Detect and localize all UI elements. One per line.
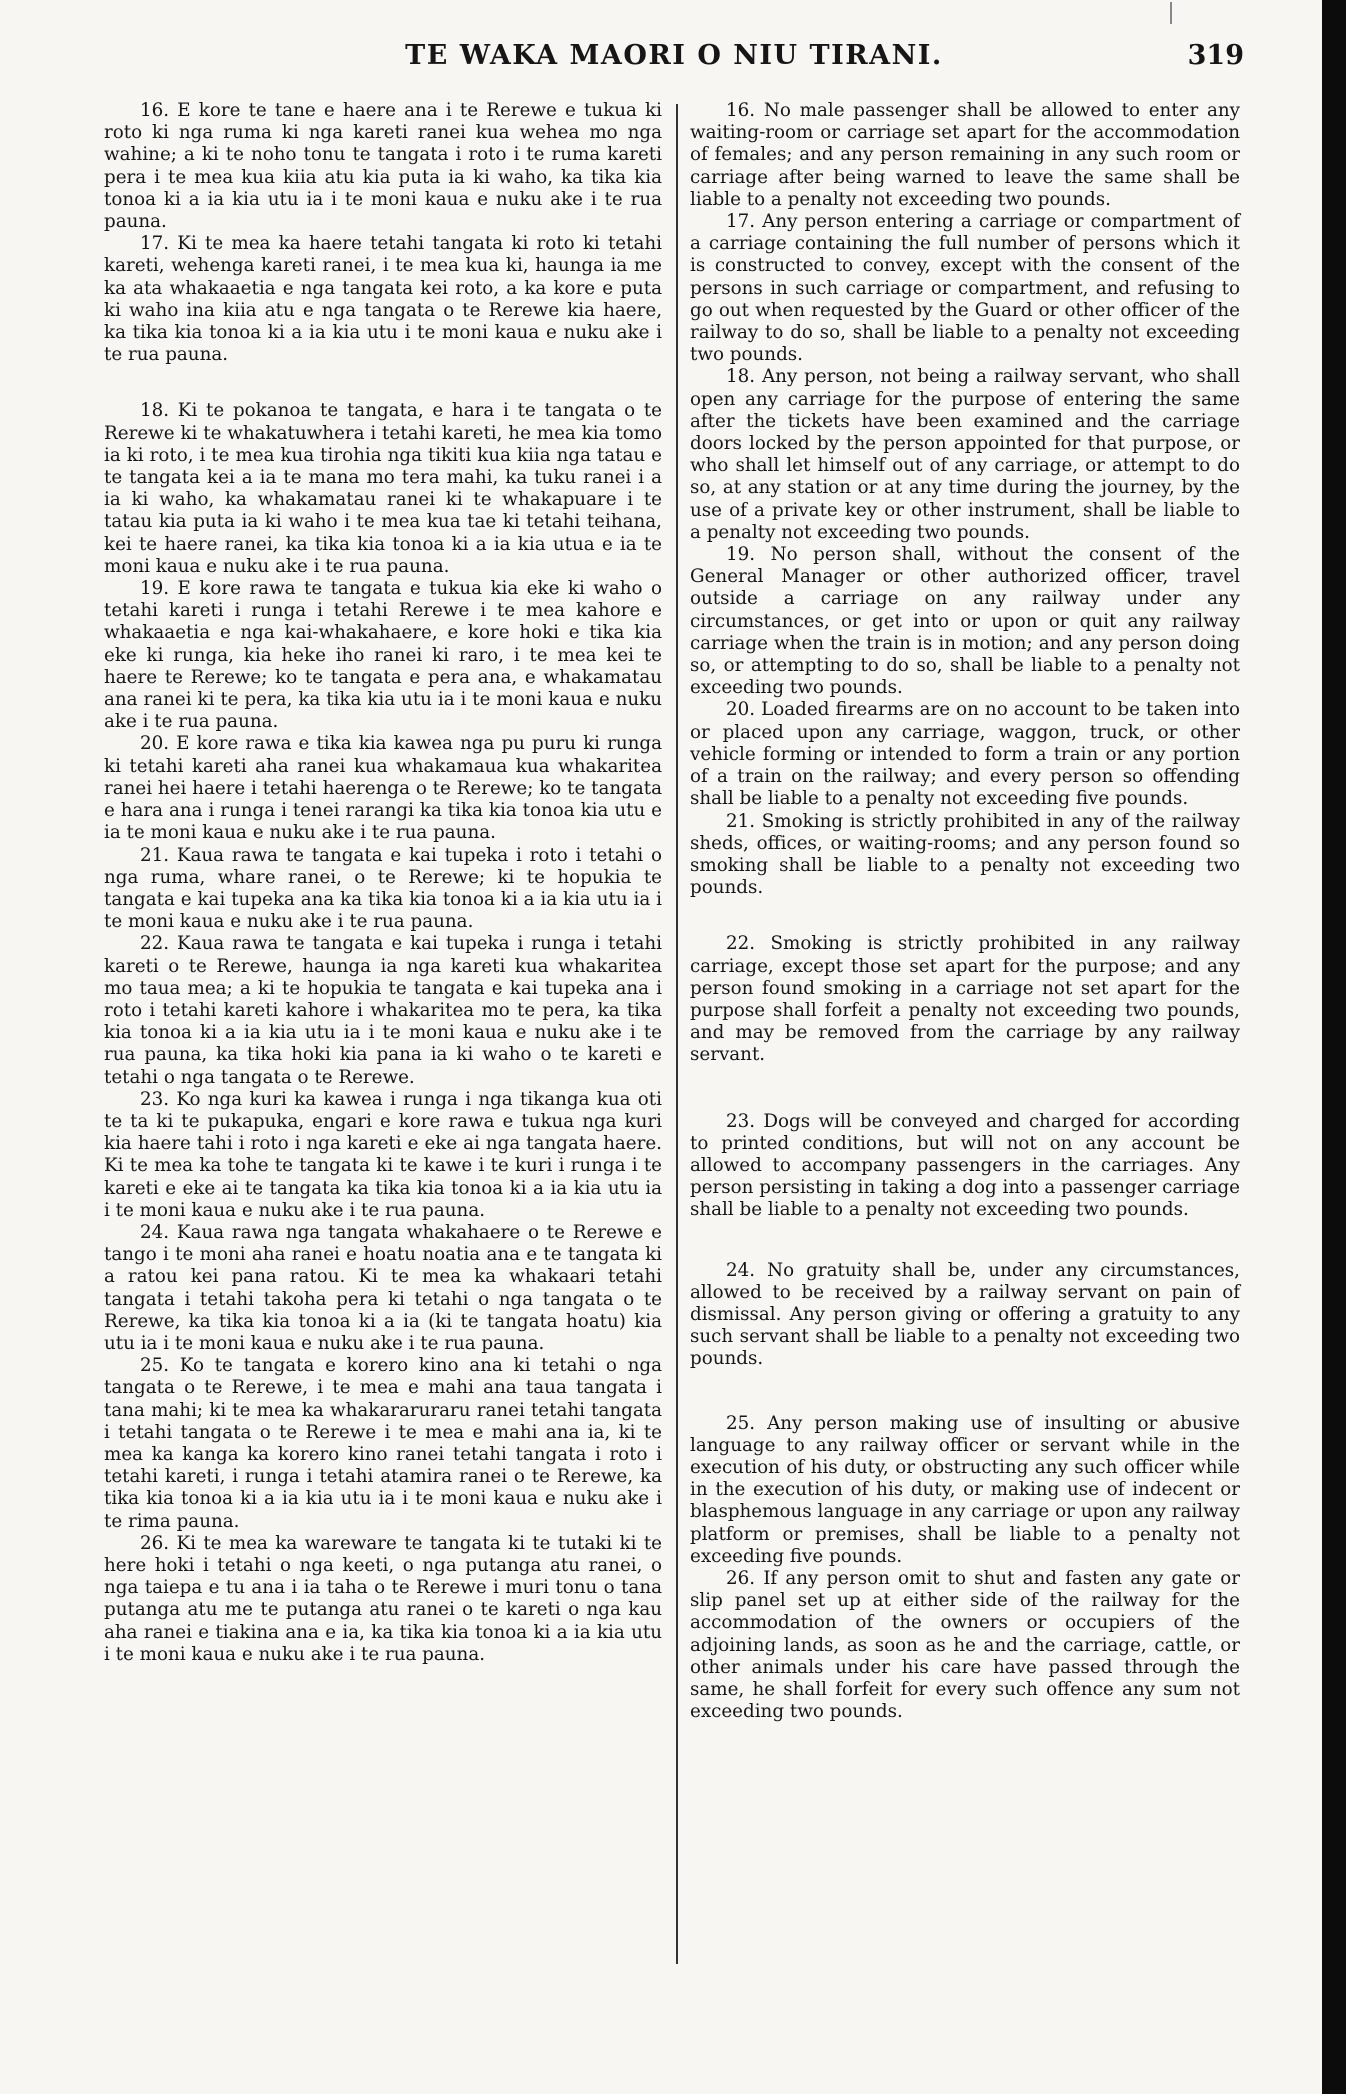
page-title: TE WAKA MAORI O NIU TIRANI. — [405, 40, 943, 71]
page-number: 319 — [1187, 40, 1244, 71]
maori-clause-19: 19. E kore rawa te tangata e tukua kia eke ki waho o tetahi kareti i runga i tetahi Rerewe i te mea kahore e whakaaetia e nga kai-whakahaere, e kore hoki e tika kia eke ki runga, kia heke iho ranei ki raro, i te mea kei te haere te Rerewe; ko te tangata e pera ana, e whakamatau ana ranei ki te pera, ka tika kia utu ia i te moni kaua e nuku ake i te rua pauna. — [104, 578, 662, 733]
maori-clause-25: 25. Ko te tangata e korero kino ana ki tetahi o nga tangata o te Rerewe, i te mea e mahi ana taua tangata i tana mahi; ki te mea ka whakararuraru ranei tetahi tangata i tetahi tangata o te Rerewe i te mea e mahi ana ia, ki te mea ka kanga ka korero kino ranei tetahi tangata i roto i tetahi kareti, i runga i tetahi atamira ranei o te Rerewe, ka tika kia tonoa ki a ia kia utu ia i te moni kaua e nuku ake i te rima pauna. — [104, 1355, 662, 1532]
maori-clause-26: 26. Ki te mea ka wareware te tangata ki te tutaki ki te here hoki i tetahi o nga keeti, o nga putanga atu ranei, o nga taiepa e tu ana i ia taha o te Rerewe i muri tonu o tana putanga atu me te putanga atu ranei o te kareti o nga kau aha ranei e tiakina ana e ia, ka tika kia tonoa ki a ia kia utu i te moni kaua e nuku ake i te rua pauna. — [104, 1532, 662, 1665]
english-column — [690, 100, 1240, 1723]
scan-mark — [1170, 2, 1172, 24]
english-clause-18: 18. Any person, not being a railway servant, who shall open any carriage for the purpose of entering the same after the tickets have been examined and the carriage doors locked by the person appointed for that purpose, or who shall let himself out of any carriage, or attempt to do so, at any station or at any time during the journey, by the use of a private key or other instrument, shall be liable to a penalty not exceeding two pounds. — [690, 366, 1240, 543]
english-clause-26: 26. If any person omit to shut and fasten any gate or slip panel set up at either side of the railway for the accommodation of the owners or occupiers of the adjoining lands, as soon as he and the carriage, cattle, or other animals under his care have passed through the same, he shall forfeit for every such offence any sum not exceeding two pounds. — [690, 1567, 1240, 1723]
english-clause-17: 17. Any person entering a carriage or compartment of a carriage containing the full number of persons which it is constructed to convey, except with the consent of the persons in such carriage or compartment, and refusing to go out when requested by the Guard or other officer of the railway to do so, shall be liable to a penalty not exceeding two pounds. — [690, 211, 1240, 366]
maori-clause-20: 20. E kore rawa e tika kia kawea nga pu puru ki runga ki tetahi kareti aha ranei kua whakamaua kua whakaritea ranei hei haere i tetahi haerenga o te Rerewe; ko te tangata e hara ana i runga i tenei rarangi ka tika kia tonoa kia utu e ia te moni kaua e nuku ake i te rua pauna. — [104, 733, 662, 844]
english-clause-20: 20. Loaded firearms are on no account to be taken into or placed upon any carriage, waggon, truck, or other vehicle forming or intended to form a train or any portion of a train on the railway; and every person so offending shall be liable to a penalty not exceeding five pounds. — [690, 699, 1240, 810]
english-clause-22: 22. Smoking is strictly prohibited in any railway carriage, except those set apart for the purpose; and any person found smoking in a carriage not set apart for the purpose shall forfeit a penalty not exceeding two pounds, and may be removed from the carriage by any railway servant. — [690, 933, 1240, 1066]
maori-clause-22: 22. Kaua rawa te tangata e kai tupeka i runga i tetahi kareti o te Rerewe, haunga ia nga kareti kua whakaritea mo taua mea; a ki te hopukia te tangata e kai tupeka ana i roto i tetahi kareti kahore i whakaritea mo te pera, ka tika kia tonoa ki a ia kia utu ia i te moni kaua e nuku ake i te rua pauna, ka tika hoki kia pana ia ki waho o te kareti e tetahi o nga tangata o te Rerewe. — [104, 933, 662, 1088]
english-clause-21: 21. Smoking is strictly prohibited in any of the railway sheds, offices, or waiting-rooms; and any person found so smoking shall be liable to a penalty not exceeding two pounds. — [690, 810, 1240, 899]
maori-column — [104, 100, 662, 1666]
page-header — [104, 40, 1244, 74]
english-clause-24: 24. No gratuity shall be, under any circumstances, allowed to be received by a railway servant on pain of dismissal. Any person giving or offering a gratuity to any such servant shall be liable to a penalty not exceeding two pounds. — [690, 1259, 1240, 1370]
english-clause-23: 23. Dogs will be conveyed and charged for according to printed conditions, but will not on any account be allowed to accompany passengers in the carriages. Any person persisting in taking a dog into a passenger carriage shall be liable to a penalty not exceeding two pounds. — [690, 1110, 1240, 1221]
maori-clause-18: 18. Ki te pokanoa te tangata, e hara i te tangata o te Rerewe ki te whakatuwhera i tetahi kareti, he mea kia tomo ia ki roto, i te mea kua tirohia nga tikiti kua kiia nga tatau e te tangata kei a ia te mana mo tera mahi, ka tuku ranei i a ia ki waho, ka whakamatau ranei ki te whakapuare i te tatau kia puta ia ki waho i te mea kua tae ki tetahi teihana, kei te haere ranei, ka tika kia tonoa ki a ia kia utua e ia te moni kaua e nuku ake i te rua pauna. — [104, 400, 662, 577]
english-clause-25: 25. Any person making use of insulting or abusive language to any railway officer or servant while in the execution of his duty, or obstructing any such officer while in the execution of his duty, or making use of indecent or blasphemous language in any carriage or upon any railway platform or premises, shall be liable to a penalty not exceeding five pounds. — [690, 1412, 1240, 1567]
maori-clause-24: 24. Kaua rawa nga tangata whakahaere o te Rerewe e tango i te moni aha ranei e hoatu noatia ana e te tangata ki a ratou kei pana ratou. Ki te mea ka whakaari tetahi tangata i tetahi takoha pera ki tetahi o nga tangata o te Rerewe, ka tika kia tonoa ki a ia (ki te tangata hoatu) kia utu ia i te moni kaua e nuku ake i te rua pauna. — [104, 1221, 662, 1354]
scan-edge — [1322, 0, 1346, 2094]
maori-clause-17: 17. Ki te mea ka haere tetahi tangata ki roto ki tetahi kareti, wehenga kareti ranei, i te mea kua ki, haunga ia me ka ata whakaaetia e nga tangata kei roto, a ka kore e puta ki waho ina kiia atu e nga tangata o te Rerewe kia haere, ka tika kia tonoa ki a ia kia utu i te moni kaua e nuku ake i te rua pauna. — [104, 233, 662, 366]
english-clause-16: 16. No male passenger shall be allowed to enter any waiting-room or carriage set apart for the accommodation of females; and any person remaining in any such room or carriage after being warned to leave the same shall be liable to a penalty not exceeding two pounds. — [690, 100, 1240, 210]
column-divider — [676, 104, 678, 1964]
maori-clause-21: 21. Kaua rawa te tangata e kai tupeka i roto i tetahi o nga ruma, whare ranei, o te Rerewe; ki te hopukia te tangata e kai tupeka ana ka tika kia tonoa ki a ia kia utu ia i te moni kaua e nuku ake i te rua pauna. — [104, 844, 662, 933]
maori-clause-23: 23. Ko nga kuri ka kawea i runga i nga tikanga kua oti te ta ki te pukapuka, engari e kore rawa e tukua nga kuri kia haere tahi i roto i nga kareti e eke ai nga tangata haere. Ki te mea ka tohe te tangata ki te kawe i te kuri i runga i te kareti e eke ai te tangata ka tika kia tonoa ki a ia kia utu ia i te moni kaua e nuku ake i te rua pauna. — [104, 1088, 662, 1221]
maori-clause-16: 16. E kore te tane e haere ana i te Rerewe e tukua ki roto ki nga ruma ki nga kareti ranei kua wehea mo nga wahine; a ki te noho tonu te tangata i roto i te ruma kareti pera i te mea kua kiia atu kia puta ia ki waho, ka tika kia tonoa ki a ia kia utu ia i te moni kaua e nuku ake i te rua pauna. — [104, 100, 662, 233]
english-clause-19: 19. No person shall, without the consent of the General Manager or other authorized officer, travel outside a carriage on any railway under any circumstances, or get into or upon or quit any railway carriage when the train is in motion; and any person doing so, or attempting to do so, shall be liable to a penalty not exceeding two pounds. — [690, 544, 1240, 699]
